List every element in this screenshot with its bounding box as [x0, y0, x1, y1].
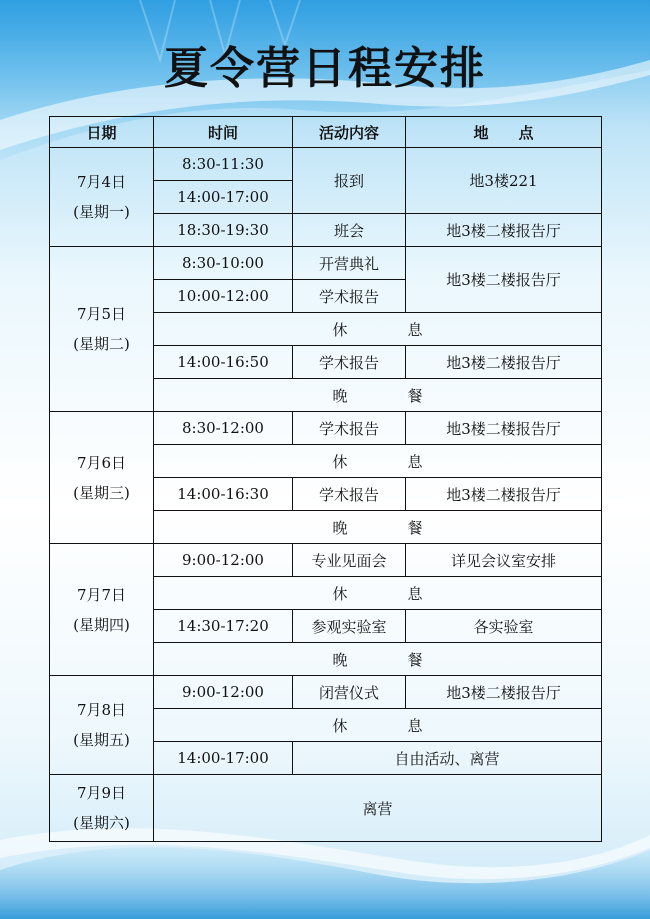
date-label: 7月5日 [76, 305, 127, 323]
activity-cell: 专业见面会 [293, 544, 406, 577]
date-label: 7月4日 [76, 173, 127, 191]
header-time: 时间 [154, 117, 293, 148]
break-cell: 休 息 [154, 313, 602, 346]
header-location: 地 点 [406, 117, 602, 148]
location-cell: 地3楼二楼报告厅 [406, 412, 602, 445]
location-cell: 各实验室 [406, 610, 602, 643]
weekday-label: (星期一) [73, 203, 130, 221]
time-cell: 14:00-17:00 [154, 742, 293, 775]
activity-cell: 参观实验室 [293, 610, 406, 643]
time-cell: 8:30-11:30 [154, 148, 293, 181]
date-label: 7月9日 [76, 784, 127, 802]
weekday-label: (星期三) [73, 483, 130, 502]
header-activity: 活动内容 [293, 117, 406, 148]
date-label: 7月8日 [76, 701, 127, 719]
weekday-label: (星期四) [73, 615, 130, 634]
dinner-cell: 晚 餐 [154, 643, 602, 676]
activity-cell: 学术报告 [293, 412, 406, 445]
time-cell: 10:00-12:00 [154, 280, 293, 313]
time-cell: 14:30-17:20 [154, 610, 293, 643]
location-cell: 地3楼221 [406, 148, 602, 214]
location-cell: 地3楼二楼报告厅 [406, 478, 602, 511]
time-cell: 8:30-12:00 [154, 412, 293, 445]
date-label: 7月6日 [76, 453, 127, 472]
activity-cell: 班会 [293, 214, 406, 247]
table-row [50, 247, 602, 280]
weekday-label: (星期六) [73, 814, 130, 832]
date-label: 7月7日 [76, 585, 127, 604]
table-row [50, 148, 602, 181]
time-cell: 14:00-16:50 [154, 346, 293, 379]
time-cell: 9:00-12:00 [154, 544, 293, 577]
table-row [50, 544, 602, 577]
break-cell: 休 息 [154, 709, 602, 742]
time-cell: 9:00-12:00 [154, 676, 293, 709]
activity-cell: 报到 [293, 148, 406, 214]
location-cell: 详见会议室安排 [406, 544, 602, 577]
dinner-cell: 晚 餐 [154, 379, 602, 412]
date-cell [50, 544, 154, 676]
activity-cell: 学术报告 [293, 346, 406, 379]
table-row [50, 676, 602, 709]
time-cell: 14:00-17:00 [154, 181, 293, 214]
activity-cell: 开营典礼 [293, 247, 406, 280]
table-header-row [50, 117, 602, 148]
break-cell: 休 息 [154, 577, 602, 610]
activity-cell: 学术报告 [293, 478, 406, 511]
activity-cell: 闭营仪式 [293, 676, 406, 709]
dinner-cell: 晚 餐 [154, 511, 602, 544]
location-cell: 地3楼二楼报告厅 [406, 346, 602, 379]
date-cell [50, 247, 154, 412]
weekday-label: (星期二) [73, 335, 130, 353]
location-cell: 地3楼二楼报告厅 [406, 247, 602, 313]
activity-cell: 学术报告 [293, 280, 406, 313]
table-row [50, 412, 602, 445]
date-cell [50, 412, 154, 544]
table-row [50, 775, 602, 842]
header-date: 日期 [50, 117, 154, 148]
time-cell: 14:00-16:30 [154, 478, 293, 511]
weekday-label: (星期五) [73, 731, 130, 749]
time-cell: 8:30-10:00 [154, 247, 293, 280]
activity-cell: 自由活动、离营 [293, 742, 602, 775]
departure-cell: 离营 [154, 775, 602, 842]
break-cell: 休 息 [154, 445, 602, 478]
date-cell [50, 676, 154, 775]
schedule-table [49, 116, 602, 842]
location-cell: 地3楼二楼报告厅 [406, 676, 602, 709]
page-title: 夏令营日程安排 [164, 43, 486, 94]
date-cell [50, 775, 154, 842]
date-cell [50, 148, 154, 247]
location-cell: 地3楼二楼报告厅 [406, 214, 602, 247]
time-cell: 18:30-19:30 [154, 214, 293, 247]
